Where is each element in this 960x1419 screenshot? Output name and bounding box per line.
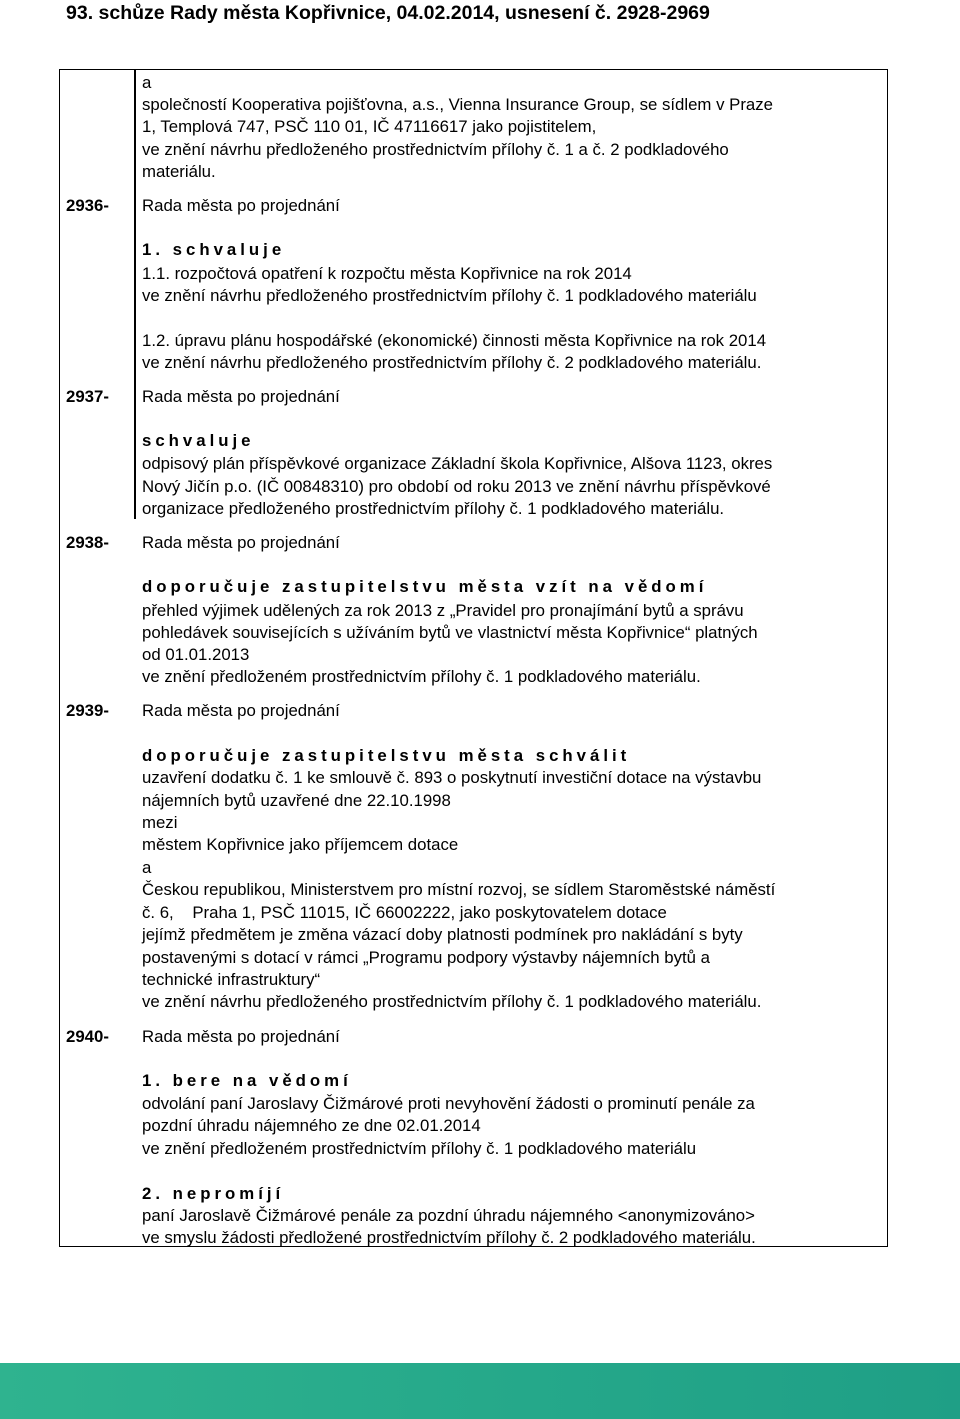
resolution-text-line: ve znění návrhu předloženého prostřednictvím přílohy č. 1 podkladového materiálu. [142, 992, 762, 1011]
intro-line: 1, Templová 747, PSČ 110 01, IČ 47116617 jako pojistitelem, [142, 117, 597, 136]
resolution-number: 2938- [66, 533, 109, 552]
resolution-text-line: ve smyslu žádosti předložené prostřednictvím přílohy č. 2 podkladového materiálu. [142, 1228, 756, 1247]
resolution-text-line: 1.2. úpravu plánu hospodářské (ekonomické) činnosti města Kopřivnice na rok 2014 [142, 331, 767, 350]
resolution-keyword: doporučuje zastupitelstvu města schválit [142, 746, 631, 765]
resolution-text-line: pozdní úhradu nájemného ze dne 02.01.2014 [142, 1116, 481, 1135]
resolution-text-line: organizace předloženého prostřednictvím přílohy č. 1 podkladového materiálu. [142, 499, 725, 518]
resolution-text-line: Českou republikou, Ministerstvem pro místní rozvoj, se sídlem Staroměstské náměstí [142, 880, 776, 899]
resolution-text-line: uzavření dodatku č. 1 ke smlouvě č. 893 o poskytnutí investiční dotace na výstavbu [142, 768, 762, 787]
resolution-text-line: paní Jaroslavě Čižmárové penále za pozdní úhradu nájemného <anonymizováno> [142, 1206, 755, 1225]
resolution-text-line: technické infrastruktury“ [142, 970, 321, 989]
resolution-text-line: č. 6, Praha 1, PSČ 11015, IČ 66002222, jako poskytovatelem dotace [142, 903, 667, 922]
resolution-keyword: doporučuje zastupitelstvu města vzít na vědomí [142, 577, 708, 596]
resolution-number: 2939- [66, 701, 109, 720]
resolution-text-line: nájemních bytů uzavřené dne 22.10.1998 [142, 791, 451, 810]
resolution-text-line: 1.1. rozpočtová opatření k rozpočtu města Kopřivnice na rok 2014 [142, 264, 632, 283]
intro-line: materiálu. [142, 162, 216, 181]
resolution-text-line: ve znění návrhu předloženého prostřednictvím přílohy č. 2 podkladového materiálu. [142, 353, 762, 372]
resolution-text-line: Nový Jičín p.o. (IČ 00848310) pro období od roku 2013 ve znění návrhu příspěvkové [142, 477, 771, 496]
resolution-text-line: odpisový plán příspěvkové organizace Základní škola Kopřivnice, Alšova 1123, okres [142, 454, 773, 473]
intro-line: společností Kooperativa pojišťovna, a.s., Vienna Insurance Group, se sídlem v Praze [142, 95, 773, 114]
column-divider [134, 69, 136, 519]
resolution-number: 2937- [66, 387, 109, 406]
resolution-text-line: a [142, 858, 152, 877]
resolution-text-line: ve znění předloženém prostřednictvím přílohy č. 1 podkladového materiálu [142, 1139, 697, 1158]
resolution-heading: Rada města po projednání [142, 387, 340, 406]
resolution-heading: Rada města po projednání [142, 1027, 340, 1046]
intro-line: ve znění návrhu předloženého prostřednictvím přílohy č. 1 a č. 2 podkladového [142, 140, 729, 159]
intro-line: a [142, 73, 152, 92]
footer-bar [0, 1363, 960, 1419]
resolution-text-line: od 01.01.2013 [142, 645, 250, 664]
resolution-text-line: postavenými s dotací v rámci „Programu podpory výstavby nájemních bytů a [142, 948, 711, 967]
resolution-heading: Rada města po projednání [142, 701, 340, 720]
resolution-heading: Rada města po projednání [142, 196, 340, 215]
resolution-text-line: jejímž předmětem je změna vázací doby platnosti podmínek pro nakládání s byty [142, 925, 743, 944]
resolution-text-line: ve znění předloženém prostřednictvím přílohy č. 1 podkladového materiálu. [142, 667, 701, 686]
resolution-text-line: ve znění návrhu předloženého prostřednictvím přílohy č. 1 podkladového materiálu [142, 286, 757, 305]
page-title: 93. schůze Rady města Kopřivnice, 04.02.2014, usnesení č. 2928-2969 [66, 2, 710, 24]
resolution-heading: Rada města po projednání [142, 533, 340, 552]
resolution-keyword: 2. nepromíjí [142, 1184, 285, 1203]
resolution-keyword: 1. bere na vědomí [142, 1071, 352, 1090]
resolution-text-line: pohledávek souvisejících s užíváním bytů ve vlastnictví města Kopřivnice“ platných [142, 623, 758, 642]
resolution-text-line: odvolání paní Jaroslavy Čižmárové proti nevyhovění žádosti o prominutí penále za [142, 1094, 755, 1113]
resolution-keyword: schvaluje [142, 431, 255, 450]
resolution-text-line: mezi [142, 813, 178, 832]
resolution-text-line: městem Kopřivnice jako příjemcem dotace [142, 835, 459, 854]
resolution-keyword: 1. schvaluje [142, 240, 286, 259]
resolution-number: 2940- [66, 1027, 109, 1046]
resolution-number: 2936- [66, 196, 109, 215]
resolution-text-line: přehled výjimek udělených za rok 2013 z „Pravidel pro pronajímání bytů a správu [142, 601, 744, 620]
